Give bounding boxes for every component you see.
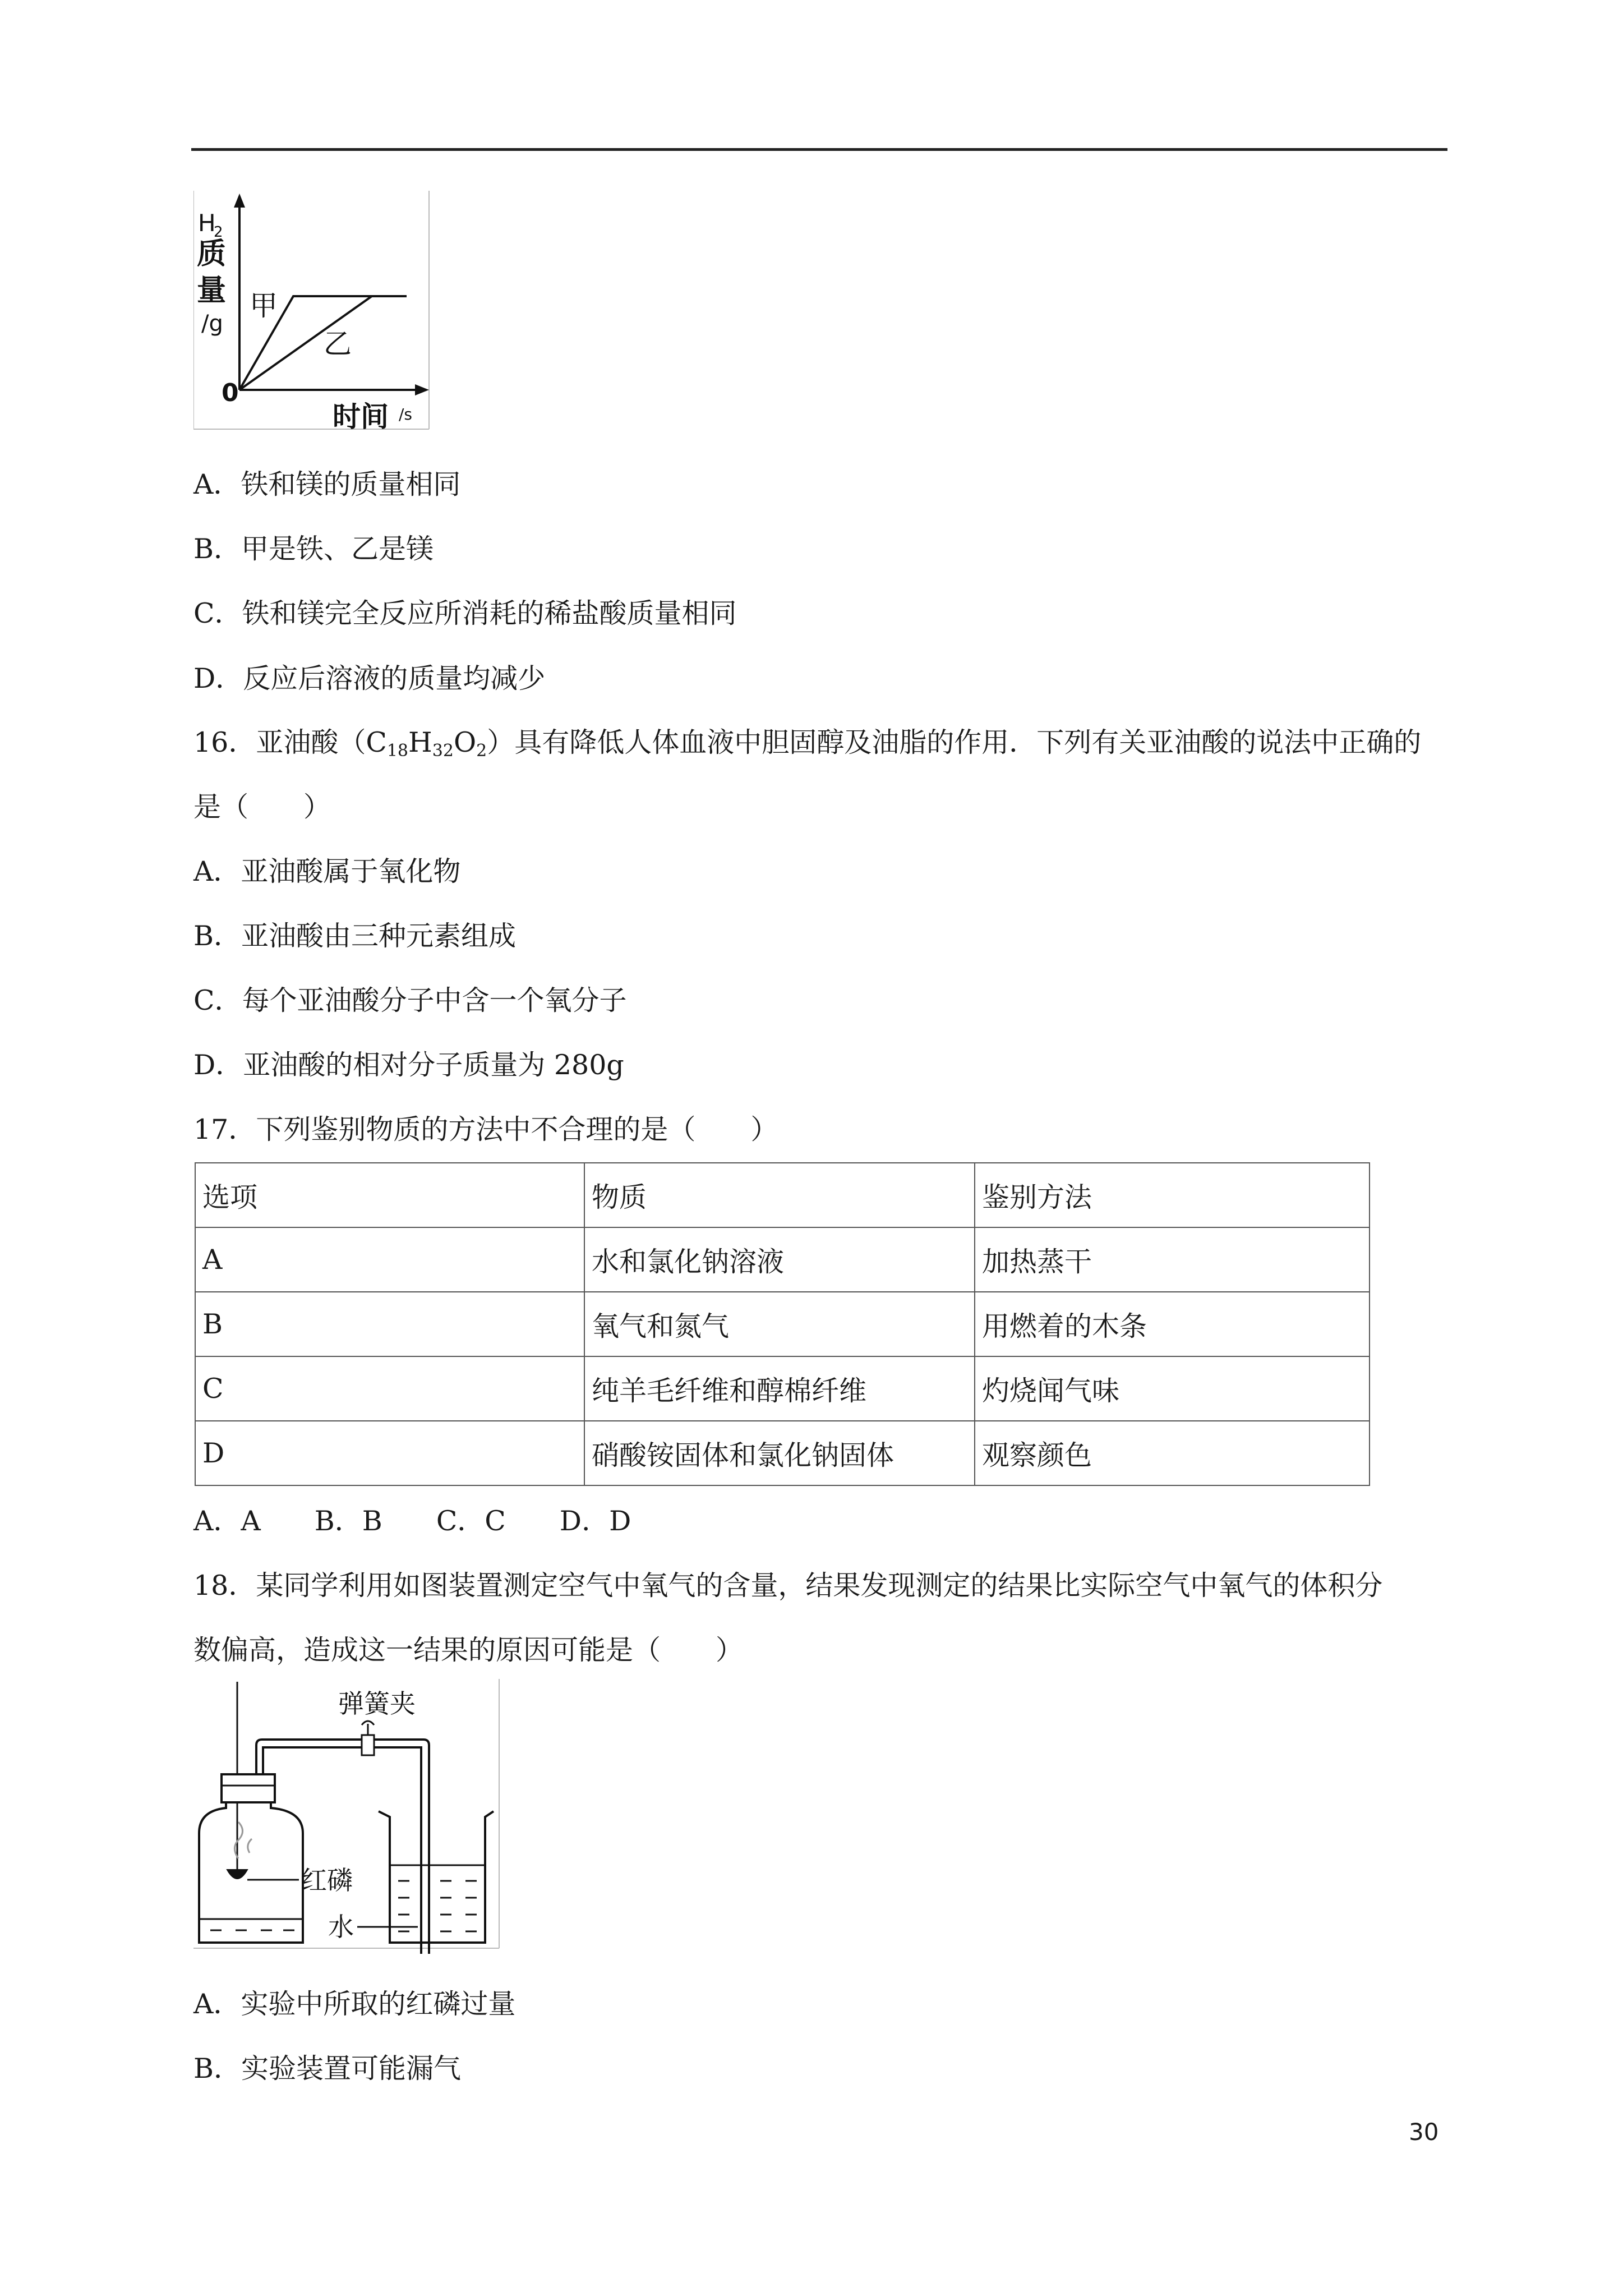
table-cell: D bbox=[195, 1421, 584, 1485]
page-number: 30 bbox=[1409, 2118, 1439, 2146]
table-cell: 灼烧闻气味 bbox=[975, 1356, 1370, 1421]
q18-stem-line2: 数偏高，造成这一结果的原因可能是（ ） bbox=[193, 1634, 744, 1666]
q16-option-b: B．亚油酸由三种元素组成 bbox=[193, 920, 517, 952]
origin-label: 0 bbox=[222, 379, 239, 407]
header-rule bbox=[191, 148, 1447, 151]
y-axis-arrow-icon bbox=[234, 194, 245, 208]
q17-choices bbox=[193, 1504, 685, 1538]
table-cell: 水和氯化钠溶液 bbox=[584, 1227, 975, 1292]
table-cell: B bbox=[195, 1292, 584, 1356]
h2-mass-time-graph bbox=[193, 191, 435, 432]
q16-option-a: A．亚油酸属于氧化物 bbox=[193, 855, 461, 887]
q16-option-d: D．亚油酸的相对分子质量为 280g bbox=[193, 1049, 624, 1081]
q17-table bbox=[195, 1162, 1370, 1486]
q15-option-b: B．甲是铁、乙是镁 bbox=[193, 533, 434, 565]
table-cell: 加热蒸干 bbox=[975, 1227, 1370, 1292]
header-option: 选项 bbox=[195, 1163, 584, 1227]
table-cell: 用燃着的木条 bbox=[975, 1292, 1370, 1356]
header-method: 鉴别方法 bbox=[975, 1163, 1370, 1227]
phosphorus-spoon-icon bbox=[227, 1870, 247, 1879]
q18-option-a: A．实验中所取的红磷过量 bbox=[193, 1988, 516, 2020]
table-cell: 观察颜色 bbox=[975, 1421, 1370, 1485]
y-label-chem: H bbox=[198, 209, 216, 237]
table-row bbox=[195, 1292, 1370, 1356]
table-cell: 硝酸铵固体和氯化钠固体 bbox=[584, 1421, 975, 1485]
x-label: 时间 bbox=[333, 401, 389, 432]
table-header-row bbox=[195, 1163, 1370, 1227]
q18-stem: 18．某同学利用如图装置测定空气中氧气的含量，结果发现测定的结果比实际空气中氧气的体积分 bbox=[193, 1570, 1383, 1602]
q15-option-a: A．铁和镁的质量相同 bbox=[193, 468, 461, 500]
apparatus-figure bbox=[193, 1679, 502, 1959]
q16-stem-line2: 是（ ） bbox=[193, 791, 331, 823]
table-row bbox=[195, 1421, 1370, 1485]
q16-option-c: C．每个亚油酸分子中含一个氧分子 bbox=[193, 984, 627, 1016]
series-jia-label: 甲 bbox=[250, 289, 278, 322]
y-label-1: 质 bbox=[197, 237, 227, 271]
q15-option-d: D．反应后溶液的质量均减少 bbox=[193, 662, 546, 694]
q16-stem: 16．亚油酸$(C_{18}H_{32}O_2)$具有降低人体血液中胆固醇及油脂的作用．下列有关亚油酸的说法中正确的 bbox=[193, 726, 1422, 761]
q17-choice-a: A．A bbox=[193, 1505, 261, 1537]
table-cell: C bbox=[195, 1356, 584, 1421]
label-water: 水 bbox=[328, 1912, 354, 1942]
q17-choice-d: D．D bbox=[559, 1505, 631, 1537]
beaker bbox=[379, 1811, 494, 1943]
y-label-sub: 2 bbox=[214, 224, 223, 241]
y-unit: /g bbox=[201, 311, 223, 337]
y-label-2: 量 bbox=[197, 274, 227, 307]
bottle bbox=[199, 1802, 303, 1943]
table-row bbox=[195, 1227, 1370, 1292]
spring-clip-icon bbox=[362, 1735, 374, 1755]
table-cell: A bbox=[195, 1227, 584, 1292]
q17-choice-b: B．B bbox=[314, 1505, 382, 1537]
table-cell: 纯羊毛纤维和醇棉纤维 bbox=[584, 1356, 975, 1421]
table-cell: 氧气和氮气 bbox=[584, 1292, 975, 1356]
header-substance: 物质 bbox=[584, 1163, 975, 1227]
q18-option-b: B．实验装置可能漏气 bbox=[193, 2053, 462, 2085]
x-unit: /s bbox=[399, 405, 413, 424]
x-axis-arrow-icon bbox=[415, 384, 429, 395]
q17-stem: 17．下列鉴别物质的方法中不合理的是（ ） bbox=[193, 1114, 778, 1145]
q15-option-c: C．铁和镁完全反应所消耗的稀盐酸质量相同 bbox=[193, 597, 737, 629]
label-spring-clip: 弹簧夹 bbox=[338, 1688, 416, 1719]
q17-choice-c: C．C bbox=[436, 1505, 506, 1537]
label-red-phosphorus: 红磷 bbox=[301, 1865, 353, 1895]
series-yi-label: 乙 bbox=[324, 328, 352, 360]
bottle-stopper bbox=[222, 1774, 275, 1802]
table-row bbox=[195, 1356, 1370, 1421]
